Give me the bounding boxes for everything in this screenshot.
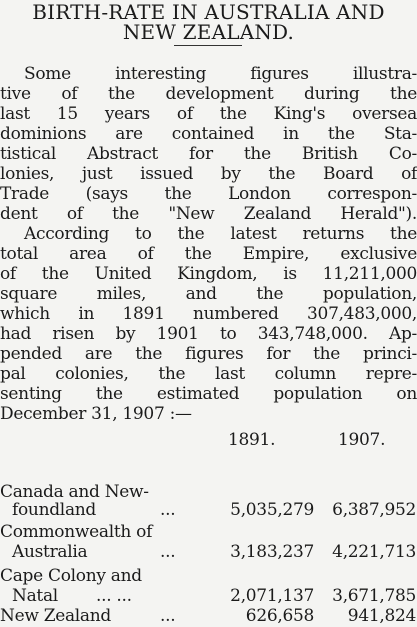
body-line: senting the estimated population on (0, 384, 417, 404)
table-cell-1891: 5,035,279 (230, 500, 314, 520)
table-row-dots: ... (160, 542, 176, 562)
body-line: lonies, just issued by the Board of (0, 164, 417, 184)
body-line: pended are the figures for the princi- (0, 344, 417, 364)
column-header-1907: 1907. (338, 430, 386, 450)
headline-rule (174, 45, 242, 46)
body-line: According to the latest returns the (24, 224, 417, 244)
body-line: dominions are contained in the Sta- (0, 124, 417, 144)
body-line: December 31, 1907 :— (0, 404, 192, 424)
body-line: Trade (says the London correspon- (0, 184, 417, 204)
table-row-dots: ... (160, 606, 176, 626)
body-line: pal colonies, the last column repre- (0, 364, 417, 384)
table-row-label: Natal (12, 586, 58, 606)
body-line: tistical Abstract for the British Co- (0, 144, 417, 164)
table-row-dots: ... ... (96, 586, 132, 606)
body-line: had risen by 1901 to 343,748,000. Ap- (0, 324, 417, 344)
table-row-dots: ... (160, 500, 176, 520)
table-row-label: Canada and New- (0, 482, 149, 502)
table-cell-1907: 6,387,952 (332, 500, 416, 520)
headline-line-2: NEW ZEALAND. (122, 20, 295, 44)
body-line: last 15 years of the King's oversea (0, 104, 417, 124)
table-cell-1891: 3,183,237 (230, 542, 314, 562)
body-line: which in 1891 numbered 307,483,000, (0, 304, 417, 324)
body-line: dent of the "New Zealand Herald"). (0, 204, 417, 224)
body-line: total area of the Empire, exclusive (0, 244, 417, 264)
table-row-label: Cape Colony and (0, 566, 142, 586)
table-row-label: foundland (12, 500, 97, 520)
table-cell-1907: 3,671,785 (332, 586, 416, 606)
body-line: tive of the development during the (0, 84, 417, 104)
body-line: Some interesting figures illustra- (24, 64, 417, 84)
table-cell-1891: 2,071,137 (230, 586, 314, 606)
headline-line-1: BIRTH-RATE IN AUSTRALIA AND (32, 0, 385, 24)
table-row-label: Commonwealth of (0, 522, 153, 542)
table-cell-1891: 626,658 (245, 606, 314, 626)
body-line: of the United Kingdom, is 11,211,000 (0, 264, 417, 284)
table-row-label: New Zealand (0, 606, 112, 626)
table-row-label: Australia (12, 542, 88, 562)
table-cell-1907: 4,221,713 (332, 542, 416, 562)
table-cell-1907: 941,824 (347, 606, 416, 626)
body-line: square miles, and the population, (0, 284, 417, 304)
column-header-1891: 1891. (228, 430, 276, 450)
